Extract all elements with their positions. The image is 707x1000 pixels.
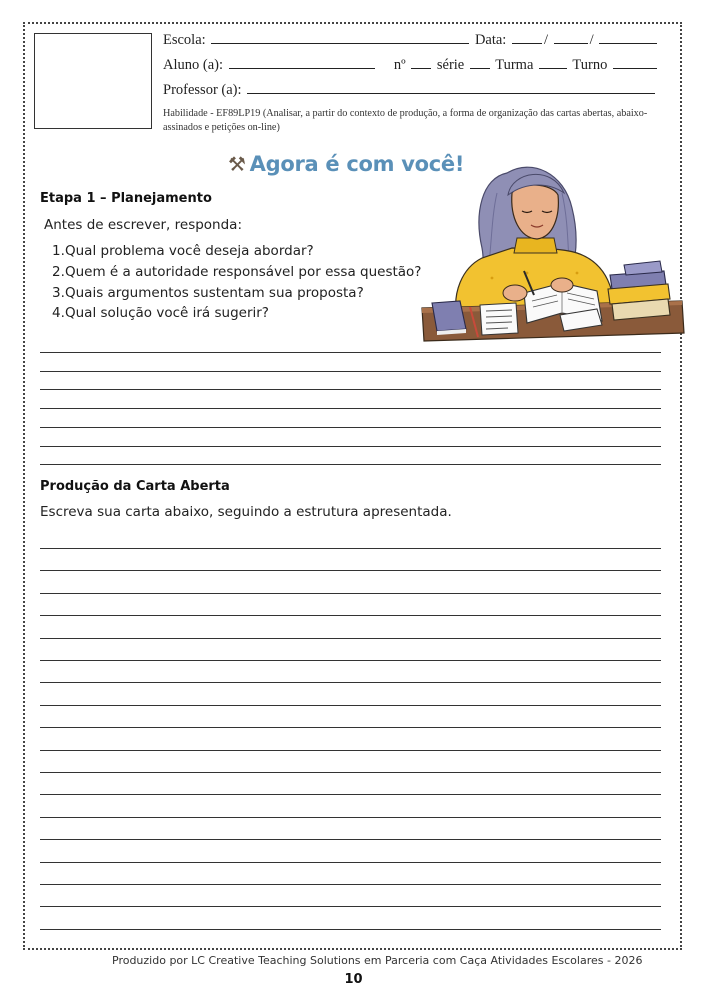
school-label: Escola: (163, 32, 206, 48)
student-writing-illustration (412, 153, 688, 345)
writing-line[interactable] (40, 615, 661, 616)
question-item (52, 305, 269, 321)
writing-line[interactable] (40, 682, 661, 683)
teacher-row (163, 81, 657, 99)
writing-line[interactable] (40, 839, 661, 840)
school-row (163, 31, 659, 49)
shift-label: Turno (572, 57, 608, 73)
date-year-field[interactable] (599, 31, 657, 44)
writing-line[interactable] (40, 862, 661, 863)
writing-line[interactable] (40, 352, 661, 353)
grade-field[interactable] (470, 56, 490, 69)
student-row (163, 56, 659, 74)
hammer-wrench-icon: ⚒ (228, 152, 246, 176)
question-item (52, 285, 364, 301)
teacher-label: Professor (a): (163, 82, 242, 98)
question-number: 3. (52, 285, 65, 301)
date-label: Data: (474, 32, 507, 48)
shift-field[interactable] (613, 56, 657, 69)
class-field[interactable] (539, 56, 567, 69)
question-text: Quais argumentos sustentam sua proposta? (65, 285, 364, 301)
writing-line[interactable] (40, 446, 661, 447)
activity-title-text: Agora é com você! (249, 152, 465, 176)
writing-line[interactable] (40, 727, 661, 728)
number-label: nº (393, 57, 406, 73)
writing-line[interactable] (40, 750, 661, 751)
question-number: 2. (52, 264, 65, 280)
number-field[interactable] (411, 56, 431, 69)
writing-line[interactable] (40, 389, 661, 390)
writing-line[interactable] (40, 570, 661, 571)
writing-line[interactable] (40, 660, 661, 661)
date-day-field[interactable] (512, 31, 542, 44)
stage1-heading: Etapa 1 – Planejamento (40, 191, 212, 206)
class-label: Turma (495, 57, 534, 73)
production-instruction: Escreva sua carta abaixo, seguindo a estrutura apresentada. (40, 504, 452, 520)
writing-line[interactable] (40, 464, 661, 465)
writing-line[interactable] (40, 548, 661, 549)
production-heading: Produção da Carta Aberta (40, 479, 230, 494)
writing-line[interactable] (40, 408, 661, 409)
school-field[interactable] (211, 31, 469, 44)
writing-line[interactable] (40, 705, 661, 706)
question-item (52, 243, 314, 259)
writing-line[interactable] (40, 794, 661, 795)
skill-description: Habilidade - EF89LP19 (Analisar, a partir do contexto de produção, a forma de organização das cartas abertas, abaixo-assinados e petições on-line) (163, 108, 648, 133)
teacher-field[interactable] (247, 81, 655, 94)
date-separator: / (589, 32, 594, 48)
writing-line[interactable] (40, 884, 661, 885)
writing-line[interactable] (40, 772, 661, 773)
question-item (52, 264, 421, 280)
student-label: Aluno (a): (163, 57, 223, 73)
footer-credit: Produzido por LC Creative Teaching Solutions em Parceria com Caça Atividades Escolares - 2026 (112, 954, 643, 967)
question-number: 4. (52, 305, 65, 321)
date-month-field[interactable] (554, 31, 588, 44)
question-text: Quem é a autoridade responsável por essa questão? (65, 264, 422, 280)
question-number: 1. (52, 243, 65, 259)
writing-line[interactable] (40, 638, 661, 639)
student-photo-box (34, 33, 152, 129)
page-number: 10 (344, 972, 363, 987)
date-separator: / (543, 32, 548, 48)
writing-line[interactable] (40, 593, 661, 594)
writing-line[interactable] (40, 906, 661, 907)
question-text: Qual problema você deseja abordar? (65, 243, 314, 259)
stage1-intro: Antes de escrever, responda: (44, 217, 242, 233)
writing-line[interactable] (40, 817, 661, 818)
grade-label: série (436, 57, 465, 73)
writing-line[interactable] (40, 929, 661, 930)
writing-line[interactable] (40, 427, 661, 428)
writing-line[interactable] (40, 371, 661, 372)
question-text: Qual solução você irá sugerir? (65, 305, 269, 321)
student-field[interactable] (229, 56, 375, 69)
